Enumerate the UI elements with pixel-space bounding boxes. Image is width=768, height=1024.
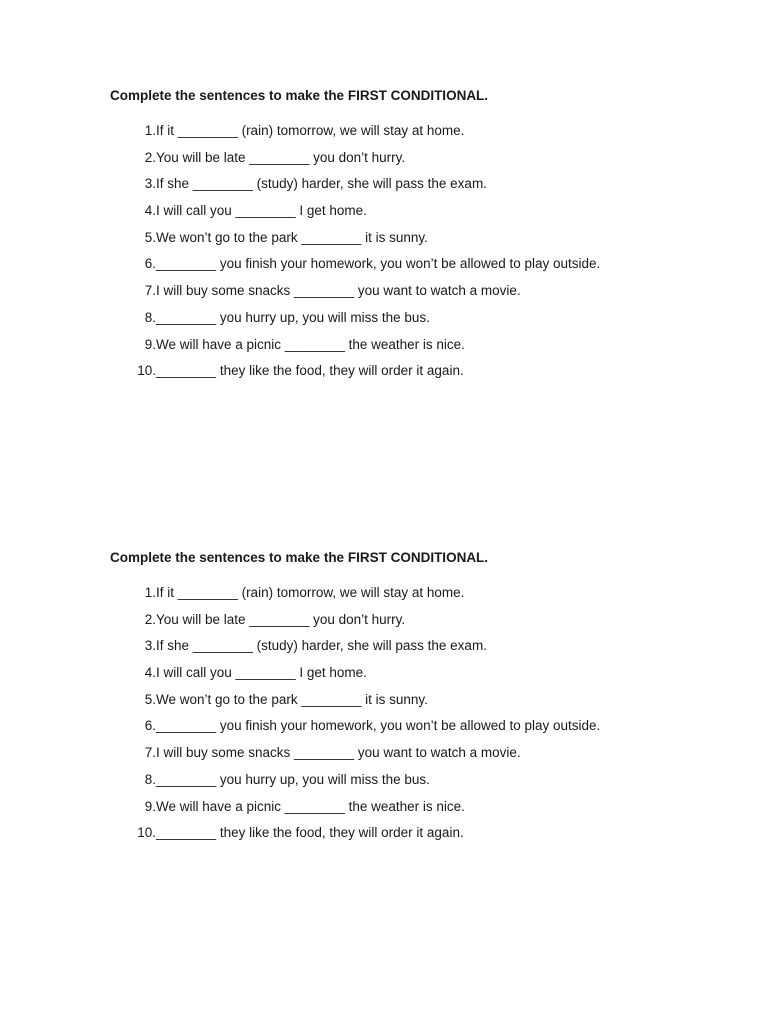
exercise-item-10 <box>110 362 730 389</box>
item-number: 5. <box>144 691 156 707</box>
item-number: 9. <box>144 798 156 814</box>
item-text: If she ________ (study) harder, she will pass the exam. <box>156 638 487 654</box>
item-text: If it ________ (rain) tomorrow, we will stay at home. <box>156 585 465 600</box>
item-text: ________ they like the food, they will order it again. <box>156 363 464 379</box>
item-number: 7. <box>144 745 156 761</box>
exercise-item-8 <box>110 771 730 798</box>
exercise-item-7 <box>110 282 730 309</box>
item-number: 6. <box>144 256 156 272</box>
exercise-item-3 <box>110 175 730 202</box>
item-text: I will call you ________ I get home. <box>156 203 367 219</box>
item-text: ________ you hurry up, you will miss the bus. <box>156 309 430 325</box>
item-number: 6. <box>144 718 156 734</box>
exercise-item-4 <box>110 664 730 691</box>
item-number: 8. <box>144 309 156 325</box>
exercise-item-9 <box>110 798 730 825</box>
item-text: I will buy some snacks ________ you want to watch a movie. <box>156 745 521 761</box>
item-text: ________ you finish your homework, you won’t be allowed to play outside. <box>156 718 601 734</box>
item-number: 7. <box>144 283 156 299</box>
worksheet-title: Complete the sentences to make the FIRST CONDITIONAL. <box>110 88 489 103</box>
exercise-item-8 <box>110 309 730 336</box>
worksheet-title: Complete the sentences to make the FIRST CONDITIONAL. <box>110 550 489 565</box>
exercise-item-1 <box>110 122 730 149</box>
exercise-item-2 <box>110 149 730 176</box>
exercise-item-4 <box>110 202 730 229</box>
item-number: 10. <box>137 363 156 379</box>
exercise-item-1 <box>110 584 730 611</box>
exercise-item-7 <box>110 744 730 771</box>
item-number: 1. <box>144 585 156 600</box>
item-number: 9. <box>144 336 156 352</box>
item-text: ________ you hurry up, you will miss the bus. <box>156 771 430 787</box>
exercise-list <box>110 122 730 389</box>
exercise-item-2 <box>110 611 730 638</box>
item-text: You will be late ________ you don’t hurry. <box>156 149 406 165</box>
item-text: You will be late ________ you don’t hurry. <box>156 611 406 627</box>
exercise-item-6 <box>110 255 730 282</box>
exercise-item-5 <box>110 229 730 256</box>
item-text: I will buy some snacks ________ you want to watch a movie. <box>156 283 521 299</box>
item-number: 10. <box>137 825 156 841</box>
item-number: 5. <box>144 229 156 245</box>
exercise-item-9 <box>110 336 730 363</box>
exercise-item-6 <box>110 717 730 744</box>
item-number: 4. <box>144 203 156 219</box>
item-number: 3. <box>144 176 156 192</box>
worksheet-2 <box>110 549 730 851</box>
item-text: ________ you finish your homework, you won’t be allowed to play outside. <box>156 256 601 272</box>
exercise-item-10 <box>110 824 730 851</box>
item-text: We will have a picnic ________ the weather is nice. <box>156 798 465 814</box>
exercise-list <box>110 584 730 851</box>
item-number: 2. <box>144 149 156 165</box>
item-number: 4. <box>144 665 156 681</box>
item-number: 1. <box>144 123 156 138</box>
item-text: If it ________ (rain) tomorrow, we will stay at home. <box>156 123 465 138</box>
item-text: ________ they like the food, they will order it again. <box>156 825 464 841</box>
exercise-item-3 <box>110 637 730 664</box>
item-text: If she ________ (study) harder, she will pass the exam. <box>156 176 487 192</box>
exercise-item-5 <box>110 691 730 718</box>
item-number: 2. <box>144 611 156 627</box>
worksheet-1 <box>110 87 730 389</box>
item-number: 3. <box>144 638 156 654</box>
item-number: 8. <box>144 771 156 787</box>
item-text: I will call you ________ I get home. <box>156 665 367 681</box>
item-text: We will have a picnic ________ the weather is nice. <box>156 336 465 352</box>
item-text: We won’t go to the park ________ it is sunny. <box>156 229 428 245</box>
item-text: We won’t go to the park ________ it is sunny. <box>156 691 428 707</box>
